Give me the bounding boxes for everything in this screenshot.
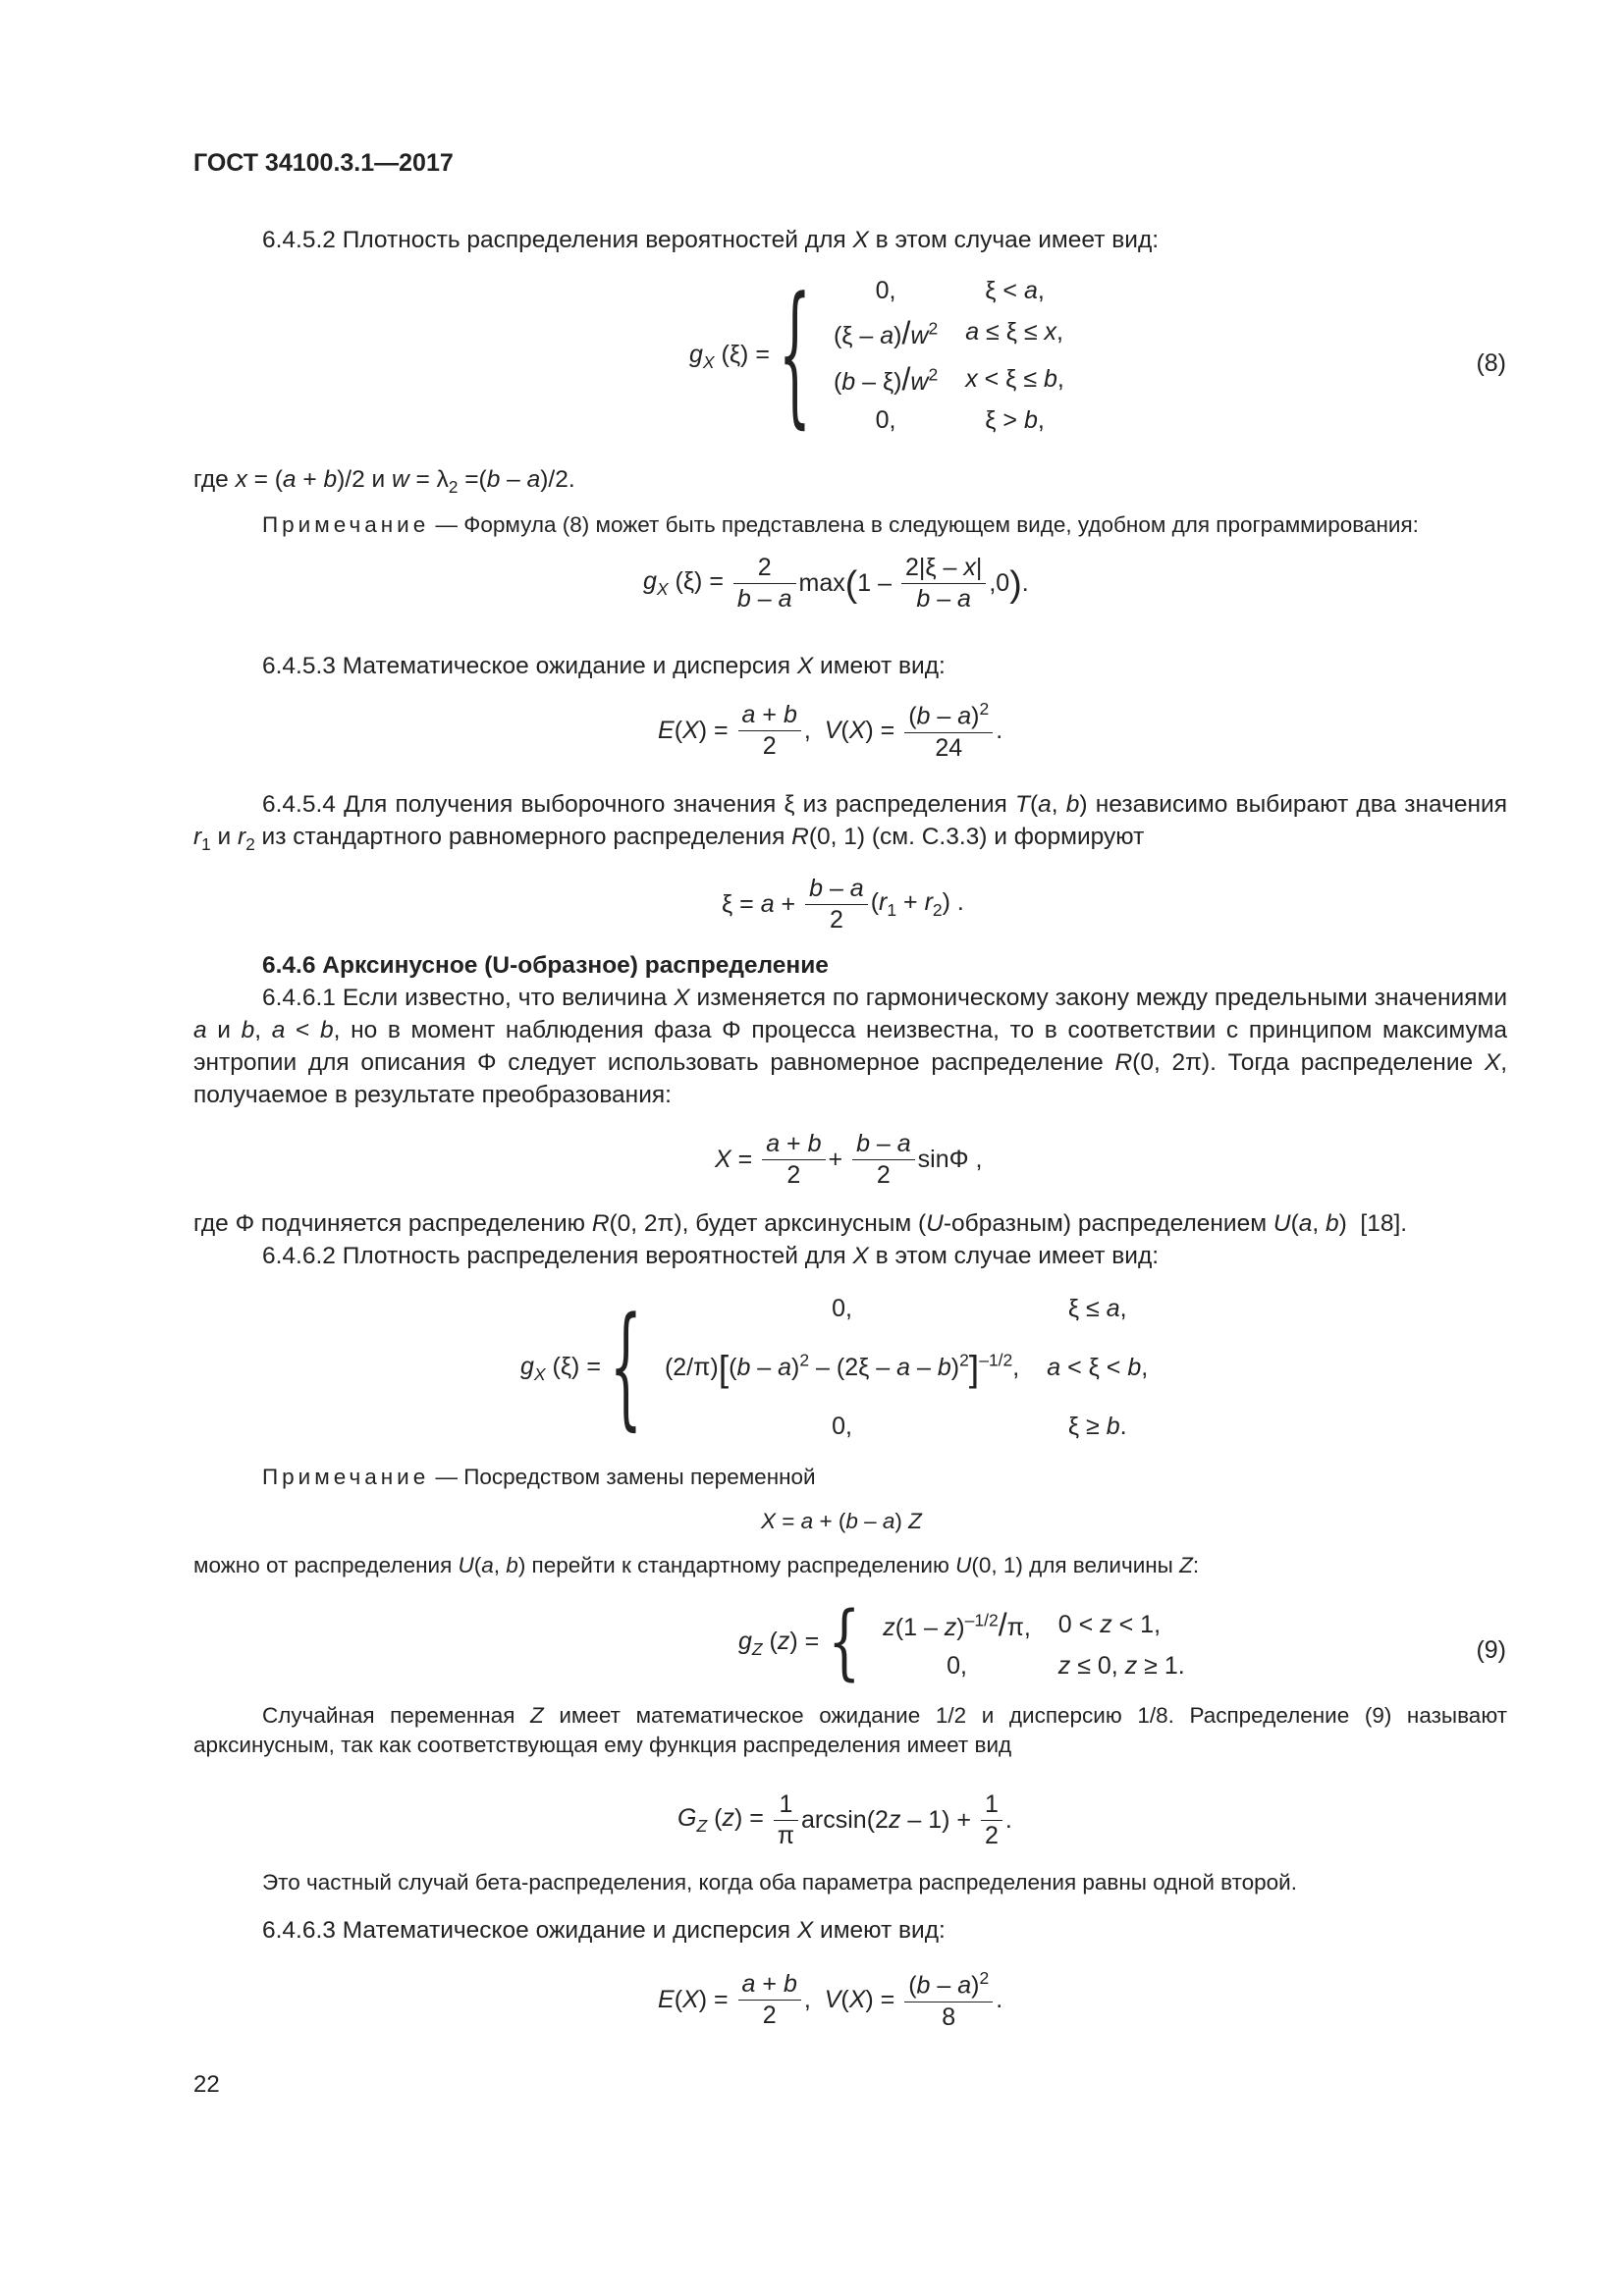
paragraph-6-4-5-4: 6.4.5.4 Для получения выборочного значения ξ из распределения T(a, b) независимо выбирают два значения $r_1$ и $r_2$ из стандартного равномерного распределения R(0, 1) (см. С.3.3) и формируют <box>193 791 1507 854</box>
equation-expectation-2: E(X) = $\frac{a + b}{2}$ , V(X) = $\frac{(b - a)^2}{8}$ . <box>658 1968 1003 2031</box>
note-label: Примечание <box>262 1465 430 1489</box>
paragraph-special-case: Это частный случай бета-распределения, когда оба параметра распределения равны одной второй. <box>262 1870 1298 1895</box>
note-2-formula: X = a + (b – a) Z <box>761 1509 922 1533</box>
equation-expectation-1: E(X) = $\frac{a + b}{2}$ , V(X) = $\frac{(b - a)^2}{24}$ . <box>658 699 1003 762</box>
where-phi: где Φ подчиняется распределению R(0, 2π), будет арксинусным (U-образным) распределением U(a, b) [18]. <box>193 1210 1408 1237</box>
note-1: Примечание — Формула (8) может быть представлена в следующем виде, удобном для программирования: <box>262 512 1419 537</box>
equation-x-transform: X = $\frac{a + b}{2}$ + $\frac{b - a}{2}$ sinΦ , <box>715 1130 983 1190</box>
note-label: Примечание <box>262 512 430 537</box>
equation-arcsine-density: $g_X$ (ξ) = { 0, ξ ≤ a, (2/π)[(b – a)$^2$ – (2ξ – a – b)$^2$]$^{-1/2}$, a < ξ < b, 0, ξ ≥ b. <box>520 1291 1149 1445</box>
standard-header: ГОСТ 34100.3.1—2017 <box>193 149 454 177</box>
equation-8: $g_X$ (ξ) = { 0, ξ < a, $(\xi - a)/w^2$ a ≤ ξ ≤ x, $(b - \xi)/w^2$ x < ξ ≤ b, 0, ξ > b, <box>689 267 1064 445</box>
paragraph-6-4-6-2: 6.4.6.2 Плотность распределения вероятностей для X в этом случае имеет вид: <box>262 1243 1160 1269</box>
equation-number-9: (9) <box>1476 1636 1506 1664</box>
where-x-w: где x = (a + b)/2 и $w = \lambda_2 =(b - a)/2$. <box>193 466 575 497</box>
paragraph-random-variable: Случайная переменная Z имеет математическое ожидание 1/2 и дисперсию 1/8. Распределение (9) называют арксинусным, так как соответствующая ему функция распределения имеет вид <box>193 1703 1508 1758</box>
note-2: Примечание — Посредством замены переменной <box>262 1465 816 1489</box>
equation-9: $g_Z$ (z) = { z(1 – z)$^{-1/2}$/π, 0 < z < 1, 0, z ≤ 0, z ≥ 1. <box>738 1596 1185 1691</box>
paragraph-6-4-5-2: 6.4.5.2 Плотность распределения вероятностей для X в этом случае имеет вид: <box>262 227 1160 253</box>
equation-xi: ξ = a + $\frac{b - a}{2}$ $(r_1 + r_2)$ . <box>722 875 964 934</box>
page-number: 22 <box>193 2071 220 2098</box>
equation-cdf: $G_Z$ (z) = $\frac{1}{\pi}$ arcsin(2z – 1) + $\frac{1}{2}$ . <box>677 1790 1012 1850</box>
equation-number-8: (8) <box>1476 349 1506 377</box>
section-heading-6-4-6: 6.4.6 Арксинусное (U-образное) распределение <box>262 952 829 979</box>
paragraph-6-4-6-1: 6.4.6.1 Если известно, что величина X изменяется по гармоническому закону между предельными значениями a и b, a < b, но в момент наблюдения фаза Φ процесса неизвестна, то в соответствии с принципом максимума энтропии для описания Φ следует использовать равномерное распределение R(0, 2π). Тогда распределение X, получаемое в результате преобразования: <box>193 985 1508 1109</box>
paragraph-6-4-5-3: 6.4.5.3 Математическое ожидание и дисперсия X имеют вид: <box>262 653 946 679</box>
note-2-continuation: можно от распределения U(a, b) перейти к стандартному распределению U(0, 1) для величины Z: <box>193 1553 1200 1577</box>
paragraph-6-4-6-3: 6.4.6.3 Математическое ожидание и дисперсия X имеют вид: <box>262 1917 946 1944</box>
equation-programming: $g_X$ (ξ) = $\frac{2}{b - a}$ max(1 – $\frac{2|\xi - x|}{b - a}$ ,0). <box>643 554 1029 614</box>
